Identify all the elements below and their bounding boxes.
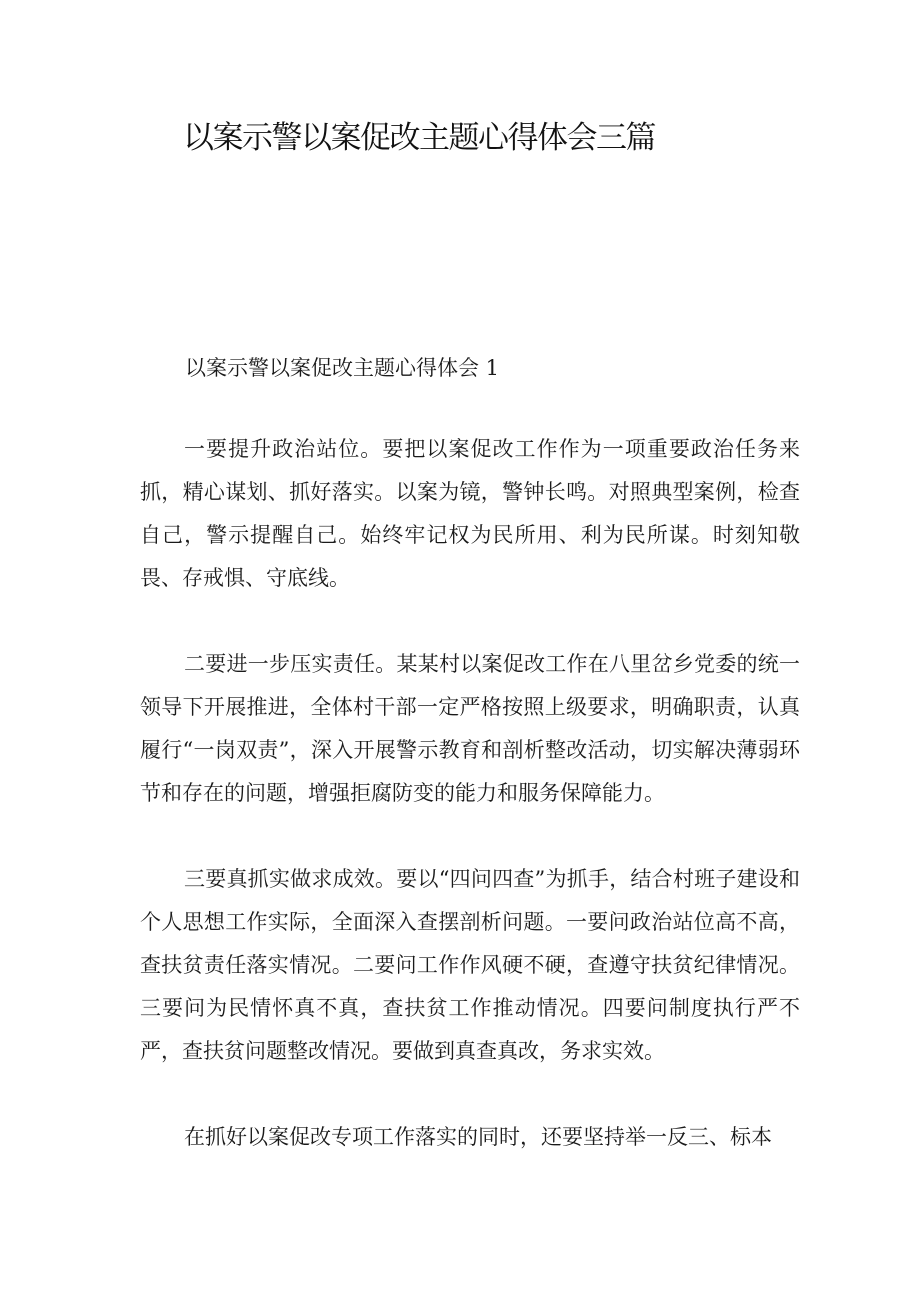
paragraph-3: 三要真抓实做求成效。要以“四问四查”为抓手，结合村班子建设和个人思想工作实际，全面深入查摆剖析问题。一要问政治站位高不高，查扶贫责任落实情况。二要问工作作风硬不硬，查遵守扶贫纪律情况。三要问为民情怀真不真，查扶贫工作推动情况。四要问制度执行严不严，查扶贫问题整改情况。要做到真查真改，务求实效。 <box>140 867 800 1063</box>
paragraph-4: 在抓好以案促改专项工作落实的同时，还要坚持举一反三、标本 <box>184 1125 772 1149</box>
document-title: 以案示警以案促改主题心得体会三篇 <box>183 120 655 156</box>
section-heading: 以案示警以案促改主题心得体会 1 <box>185 356 500 380</box>
paragraph-1: 一要提升政治站位。要把以案促改工作作为一项重要政治任务来抓，精心谋划、抓好落实。以案为镜，警钟长鸣。对照典型案例，检查自己，警示提醒自己。始终牢记权为民所用、利为民所谋。时刻知敬畏、存戒惧、守底线。 <box>140 437 800 590</box>
paragraph-2: 二要进一步压实责任。某某村以案促改工作在八里岔乡党委的统一领导下开展推进，全体村干部一定严格按照上级要求，明确职责，认真履行“一岗双责”，深入开展警示教育和剖析整改活动，切实解决薄弱环节和存在的问题，增强拒腐防变的能力和服务保障能力。 <box>140 652 800 805</box>
